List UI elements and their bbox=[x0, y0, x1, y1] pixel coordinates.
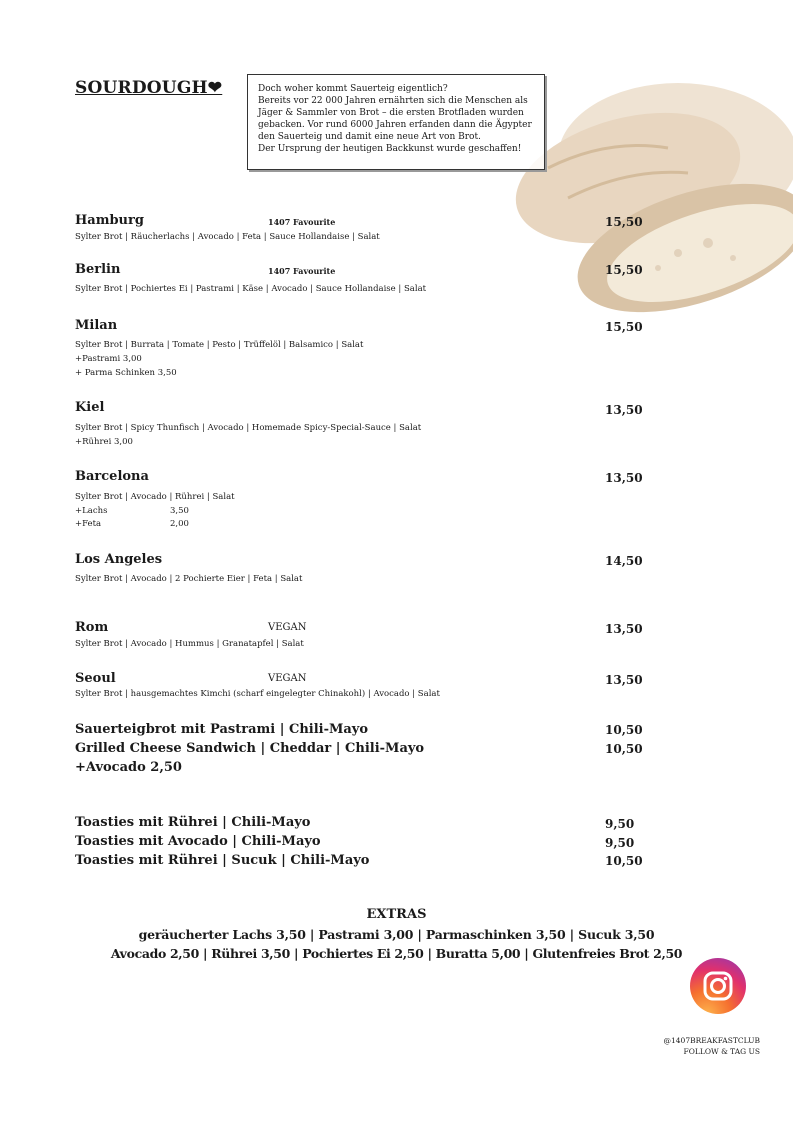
item-price: 13,50 bbox=[605, 673, 643, 687]
toastie-price: 9,50 bbox=[605, 836, 635, 850]
item-description: Sylter Brot | Spicy Thunfisch | Avocado | Homemade Spicy-Special-Sauce | Salat bbox=[75, 423, 422, 433]
item-price: 13,50 bbox=[605, 403, 643, 417]
info-line: gebacken. Vor rund 6000 Jahren erfanden dann die Ägypter bbox=[258, 120, 532, 130]
item-price: 13,50 bbox=[605, 471, 643, 485]
menu-title: SOURDOUGH❤ bbox=[75, 78, 223, 98]
toastie-price: 10,50 bbox=[605, 854, 643, 868]
item-description: Sylter Brot | Pochiertes Ei | Pastrami | Käse | Avocado | Sauce Hollandaise | Salat bbox=[75, 284, 427, 294]
item-description: Sylter Brot | Räucherlachs | Avocado | Feta | Sauce Hollandaise | Salat bbox=[75, 232, 380, 242]
item-extra: +Pastrami 3,00 bbox=[75, 354, 142, 364]
extras-title: EXTRAS bbox=[366, 907, 427, 922]
item-name-berlin: Berlin bbox=[75, 262, 121, 277]
item-price: 14,50 bbox=[605, 554, 643, 568]
social-block bbox=[660, 1035, 760, 1057]
item-price: 15,50 bbox=[605, 320, 643, 334]
item-tag: 1407 Favourite bbox=[268, 266, 336, 276]
special-price: 10,50 bbox=[605, 723, 643, 737]
toastie-item: Toasties mit Avocado | Chili-Mayo bbox=[75, 834, 321, 849]
item-price: 15,50 bbox=[605, 215, 643, 229]
item-description: Sylter Brot | Avocado | Hummus | Granatapfel | Salat bbox=[75, 639, 304, 649]
sourdough-info-box bbox=[247, 74, 545, 170]
toastie-price: 9,50 bbox=[605, 817, 635, 831]
item-price: 13,50 bbox=[605, 622, 643, 636]
toastie-item: Toasties mit Rührei | Chili-Mayo bbox=[75, 815, 311, 830]
item-tag: 1407 Favourite bbox=[268, 217, 336, 227]
item-name-milan: Milan bbox=[75, 318, 118, 333]
item-description: Sylter Brot | Avocado | 2 Pochierte Eier | Feta | Salat bbox=[75, 574, 303, 584]
instagram-glyph-icon bbox=[690, 958, 746, 1014]
item-name-kiel: Kiel bbox=[75, 400, 105, 415]
item-extra: +Rührei 3,00 bbox=[75, 437, 133, 447]
addon-label: +Feta bbox=[75, 519, 102, 529]
info-line: Doch woher kommt Sauerteig eigentlich? bbox=[258, 84, 448, 94]
item-name-barcelona: Barcelona bbox=[75, 469, 149, 484]
instagram-handle[interactable]: @1407BREAKFASTCLUB bbox=[663, 1036, 760, 1045]
special-item: Sauerteigbrot mit Pastrami | Chili-Mayo bbox=[75, 722, 369, 737]
addon-price: 3,50 bbox=[170, 506, 189, 516]
item-name-seoul: Seoul bbox=[75, 671, 116, 686]
info-line: Jäger & Sammler von Brot – die ersten Brotfladen wurden bbox=[258, 108, 524, 118]
special-item: Grilled Cheese Sandwich | Cheddar | Chili-Mayo bbox=[75, 741, 425, 756]
addon-price: 2,00 bbox=[170, 519, 189, 529]
extras-line-1: geräucherter Lachs 3,50 | Pastrami 3,00 | Parmaschinken 3,50 | Sucuk 3,50 bbox=[138, 927, 655, 942]
special-addon: +Avocado 2,50 bbox=[75, 760, 182, 775]
item-name-rom: Rom bbox=[75, 620, 109, 635]
item-price: 15,50 bbox=[605, 263, 643, 277]
item-extra: + Parma Schinken 3,50 bbox=[75, 368, 177, 378]
follow-cta: FOLLOW & TAG US bbox=[683, 1047, 760, 1056]
item-description: Sylter Brot | Burrata | Tomate | Pesto | Trüffelöl | Balsamico | Salat bbox=[75, 340, 364, 350]
info-line: Bereits vor 22 000 Jahren ernährten sich die Menschen als bbox=[258, 96, 528, 106]
addon-label: +Lachs bbox=[75, 506, 108, 516]
toastie-item: Toasties mit Rührei | Sucuk | Chili-Mayo bbox=[75, 853, 370, 868]
instagram-icon[interactable] bbox=[690, 958, 746, 1014]
item-description: Sylter Brot | hausgemachtes Kimchi (scharf eingelegter Chinakohl) | Avocado | Salat bbox=[75, 689, 440, 699]
info-line: Der Ursprung der heutigen Backkunst wurde geschaffen! bbox=[258, 144, 522, 154]
item-name-los-angeles: Los Angeles bbox=[75, 552, 163, 567]
item-description: Sylter Brot | Avocado | Rührei | Salat bbox=[75, 492, 235, 502]
item-name-hamburg: Hamburg bbox=[75, 213, 144, 228]
extras-line-2: Avocado 2,50 | Rührei 3,50 | Pochiertes Ei 2,50 | Buratta 5,00 | Glutenfreies Brot 2,50 bbox=[110, 946, 683, 961]
vegan-tag: VEGAN bbox=[268, 622, 307, 633]
vegan-tag: VEGAN bbox=[268, 673, 307, 684]
special-price: 10,50 bbox=[605, 742, 643, 756]
info-line: den Sauerteig und damit eine neue Art von Brot. bbox=[258, 132, 481, 142]
